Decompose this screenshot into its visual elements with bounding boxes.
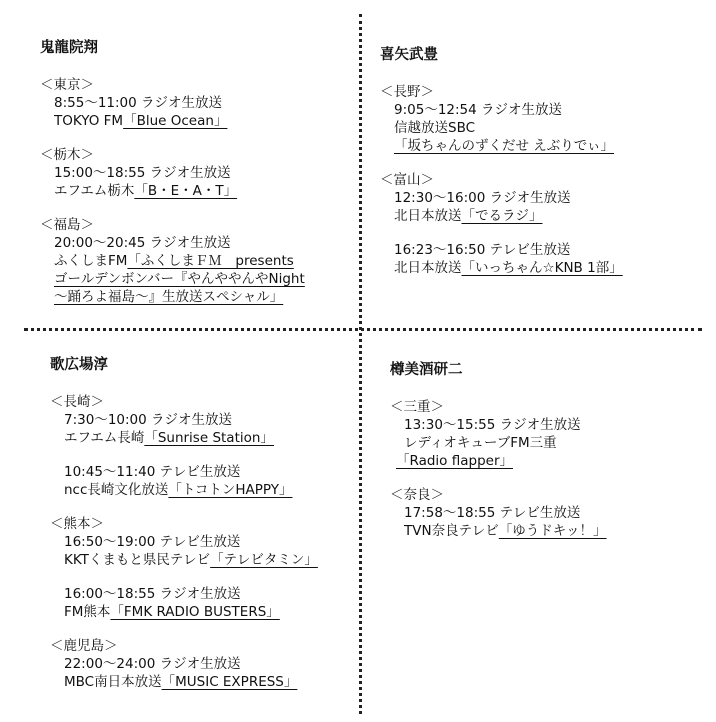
station-name: FM熊本: [64, 604, 111, 620]
program-title: 「ゆうドキッ！」: [498, 523, 607, 539]
vertical-divider: [359, 14, 362, 714]
region-fukushima: [40, 216, 350, 306]
station-name: 北日本放送: [394, 208, 462, 224]
region-nagasaki: [50, 393, 350, 499]
program: [40, 234, 350, 306]
time-slot: 20:00〜20:45 ラジオ生放送: [54, 235, 231, 251]
program: [50, 411, 350, 447]
region-nara: [390, 486, 705, 540]
time-slot: 16:00〜18:55 ラジオ生放送: [64, 586, 241, 602]
program-title: 「坂ちゃんのずくだせ えぶりでぃ」: [394, 138, 615, 154]
region-nagano: [380, 83, 700, 155]
program-title: 「FMK RADIO BUSTERS」: [110, 604, 280, 620]
member-name: 樽美酒研二: [390, 362, 463, 378]
station-name: エフエム長崎: [64, 430, 145, 446]
station-name: TOKYO FM: [54, 113, 124, 129]
region-name: ＜長崎＞: [50, 394, 104, 410]
program-title: 「Sunrise Station」: [144, 430, 274, 446]
station-name: ncc長崎文化放送: [64, 482, 169, 498]
program: [50, 463, 350, 499]
program: [380, 101, 700, 155]
station-name: ふくしまFM: [54, 253, 128, 269]
member-name: 喜矢武豊: [380, 47, 438, 63]
member-name: 歌広場淳: [50, 357, 108, 373]
region-name: ＜奈良＞: [390, 487, 444, 503]
program-title: 「トコトンHAPPY」: [168, 482, 293, 498]
time-slot: 16:50〜19:00 テレビ生放送: [64, 534, 241, 550]
program-title: 「テレビタミン」: [210, 552, 318, 568]
program: [390, 504, 705, 540]
time-slot: 10:45〜11:40 テレビ生放送: [64, 464, 241, 480]
region-name: ＜長野＞: [380, 84, 434, 100]
station-name: KKTくまもと県民テレビ: [64, 552, 211, 568]
schedule-dabitchi: [390, 360, 705, 556]
schedule-utahiroba: [50, 355, 350, 707]
time-slot: 16:23〜16:50 テレビ生放送: [394, 242, 571, 258]
program-title: 「B・E・A・T」: [134, 183, 238, 199]
program-title-line2: ゴールデンボンバー『やんややんやNight: [54, 271, 305, 287]
time-slot: 8:55〜11:00 ラジオ生放送: [54, 95, 223, 111]
station-name: 信越放送SBC: [394, 120, 476, 136]
time-slot: 22:00〜24:00 ラジオ生放送: [64, 656, 241, 672]
program: [50, 533, 350, 569]
time-slot: 17:58〜18:55 テレビ生放送: [404, 505, 581, 521]
region-mie: [390, 398, 705, 470]
time-slot: 9:05〜12:54 ラジオ生放送: [394, 102, 563, 118]
program-title: 「でるラジ」: [461, 208, 543, 224]
schedule-kyan: [380, 45, 700, 293]
station-name: エフエム栃木: [54, 183, 135, 199]
program: [50, 655, 350, 691]
program-title: 「Radio flapper」: [396, 453, 513, 469]
program-title: 「Blue Ocean」: [123, 113, 228, 129]
region-toyama: [380, 171, 700, 277]
horizontal-divider: [24, 328, 702, 331]
region-name: ＜富山＞: [380, 172, 434, 188]
station-name: 北日本放送: [394, 260, 462, 276]
program-title: 「MUSIC EXPRESS」: [161, 674, 298, 690]
program-title: 「ふくしまＦＭ presents: [127, 253, 294, 269]
region-kumamoto: [50, 515, 350, 621]
program: [40, 164, 350, 200]
region-name: ＜三重＞: [390, 399, 444, 415]
region-kagoshima: [50, 637, 350, 691]
region-name: ＜東京＞: [40, 77, 94, 93]
member-name: 鬼龍院翔: [40, 40, 98, 56]
program: [380, 189, 700, 225]
program-title: 「いっちゃん☆KNB 1部」: [461, 260, 623, 276]
program: [40, 94, 350, 130]
time-slot: 13:30〜15:55 ラジオ生放送: [404, 417, 581, 433]
region-name: ＜熊本＞: [50, 516, 104, 532]
time-slot: 7:30〜10:00 ラジオ生放送: [64, 412, 233, 428]
region-name: ＜鹿児島＞: [50, 638, 118, 654]
program: [380, 241, 700, 277]
station-name: TVN奈良テレビ: [404, 523, 499, 539]
region-tochigi: [40, 146, 350, 200]
program: [390, 416, 705, 470]
station-name: レディオキューブFM三重: [404, 435, 557, 451]
schedule-kiryuin: [40, 38, 350, 322]
program-title-line3: 〜踊ろよ福島〜』生放送スペシャル」: [54, 289, 284, 305]
time-slot: 15:00〜18:55 ラジオ生放送: [54, 165, 231, 181]
region-name: ＜福島＞: [40, 217, 94, 233]
program: [50, 585, 350, 621]
time-slot: 12:30〜16:00 ラジオ生放送: [394, 190, 571, 206]
station-name: MBC南日本放送: [64, 674, 162, 690]
region-name: ＜栃木＞: [40, 147, 94, 163]
region-tokyo: [40, 76, 350, 130]
